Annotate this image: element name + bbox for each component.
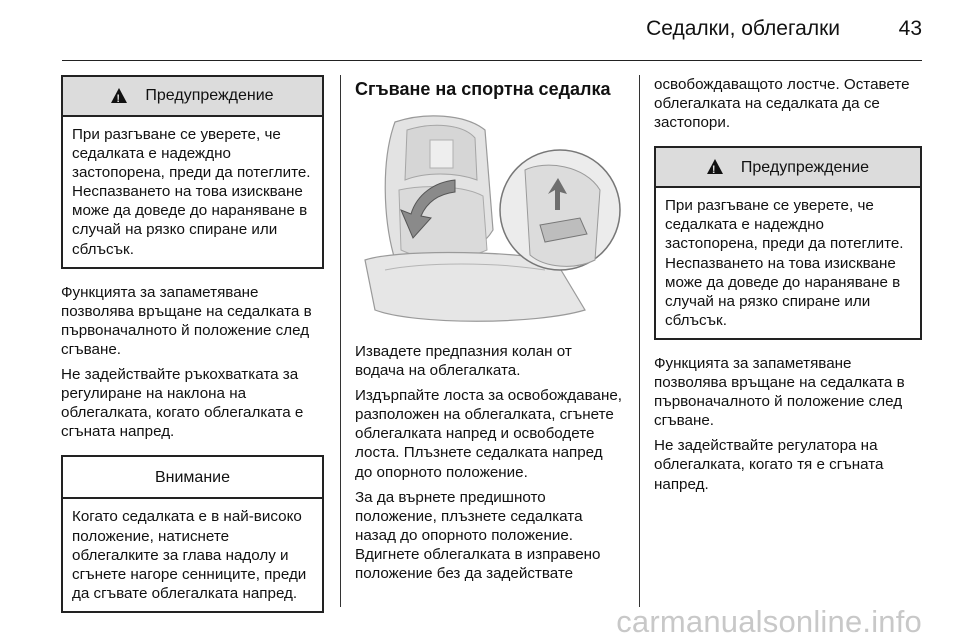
return-position-paragraph: За да върнете предишното положение, плъзнете седалката назад до опорното положение. Вдигнете облегалката в изправено положение без да задействате bbox=[355, 488, 601, 583]
warning-text: При разгъване се уверете, че седалката е надеждно застопорена, преди да потеглите. Неспазването на това изискване може да доведе до нараняване в случай на рязко спиране или сблъсък. bbox=[665, 197, 904, 329]
notice-box-header: Внимание bbox=[63, 457, 322, 499]
release-lever-paragraph: освобождаващото лостче. Оставете облегалката на седалката да се застопори. bbox=[654, 76, 910, 132]
warning-box-header bbox=[63, 77, 322, 117]
recline-regulator-paragraph: Не задействайте регулатора на облегалката, когато тя е сгъната напред. bbox=[654, 437, 884, 493]
warning-triangle-icon bbox=[111, 88, 127, 103]
column-divider bbox=[340, 75, 341, 607]
remove-belt-paragraph: Извадете предпазния колан от водача на облегалката. bbox=[355, 343, 572, 380]
warning-heading: Предупреждение bbox=[740, 158, 870, 176]
page-number: 43 bbox=[898, 17, 922, 40]
seat-folding-illustration bbox=[355, 110, 624, 330]
middle-column bbox=[355, 75, 624, 589]
memory-function-paragraph: Функцията за запаметяване позволява връщане на седалката в първоначалното й положение след сгъване. bbox=[654, 354, 905, 430]
warning-text: При разгъване се уверете, че седалката е надеждно застопорена, преди да потеглите. Неспазването на това изискване може да доведе до нараняване в случай на рязко спиране или сблъсък. bbox=[72, 126, 311, 258]
header-rule bbox=[62, 60, 922, 61]
warning-box bbox=[61, 75, 324, 269]
site-watermark: carmanualsonline.info bbox=[616, 604, 922, 639]
warning-box bbox=[654, 146, 922, 340]
page-title: Седалки, облегалки bbox=[646, 17, 840, 40]
warning-heading: Предупреждение bbox=[145, 87, 274, 105]
notice-text: Когато седалката е в най-високо положение, натиснете облегалките за глава надолу и сгънете нагоре сенниците, преди да сгъвате облегалката напред. bbox=[72, 508, 307, 602]
warning-triangle-icon bbox=[707, 159, 723, 174]
seat-illustration-icon bbox=[355, 110, 624, 330]
recline-handle-paragraph: Не задействайте ръкохватката за регулиране на наклона на облегалката, когато облегалката е сгъната напред. bbox=[61, 366, 304, 441]
warning-box-header bbox=[656, 148, 920, 188]
left-column bbox=[61, 75, 324, 627]
column-divider bbox=[639, 75, 640, 607]
section-heading: Сгъване на спортна седалка bbox=[355, 79, 611, 99]
page-header bbox=[0, 0, 960, 62]
right-column bbox=[654, 75, 922, 500]
memory-function-paragraph: Функцията за запаметяване позволява връщане на седалката в първоначалното й положение след сгъване. bbox=[61, 283, 312, 358]
pull-lever-paragraph: Издърпайте лоста за освобождаване, разположен на облегалката, сгънете облегалката напред и освободете лоста. Плъзнете седалката напред до опорното положение. bbox=[355, 387, 622, 481]
notice-box bbox=[61, 455, 324, 612]
